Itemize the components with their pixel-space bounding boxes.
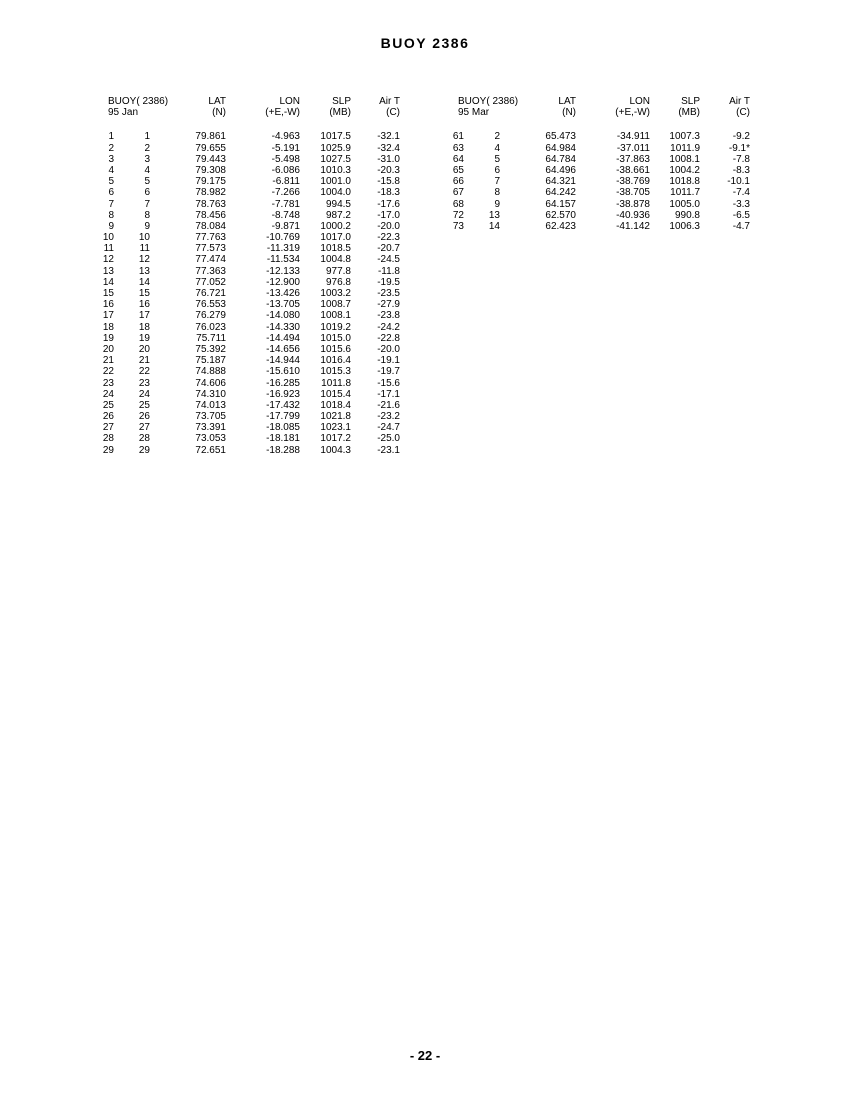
lat-cell: 62.570 [545,209,576,221]
lon-cell: -34.911 [616,131,650,143]
air-temp-cell: -24.5 [377,254,400,266]
air-temp-cell: -32.4 [377,142,400,154]
sequence-cell: 68 [452,198,464,210]
lon-cell: -38.661 [616,164,650,176]
day-cell: 5 [494,153,500,165]
day-cell: 18 [138,321,150,333]
slp-cell: 1018.5 [320,243,351,255]
slp-cell: 990.8 [674,209,700,221]
lat-cell: 75.392 [195,343,226,355]
lat-cell: 76.721 [195,288,226,299]
lat-cell: 74.310 [195,388,226,400]
lat-cell: 74.606 [195,377,226,389]
day-cell: 27 [138,422,150,434]
day-cell: 26 [138,411,150,423]
lon-unit: (+E,-W) [615,107,650,119]
lon-cell: -40.936 [616,209,650,221]
sequence-cell: 5 [108,176,114,188]
air-temp-cell: -24.2 [377,321,400,333]
sequence-cell: 3 [108,153,114,165]
slp-unit: (MB) [678,107,700,119]
lat-cell: 76.023 [195,321,226,333]
slp-cell: 1007.3 [669,131,700,143]
sequence-cell: 66 [452,176,464,188]
sequence-cell: 28 [102,433,114,445]
air-temp-cell: -31.0 [377,153,400,165]
day-cell: 7 [144,198,150,210]
lat-cell: 62.423 [545,220,576,232]
sequence-cell: 20 [102,343,114,355]
lat-cell: 79.655 [195,142,226,154]
lon-cell: -12.133 [266,265,300,277]
lat-cell: 77.052 [195,276,226,288]
lon-cell: -18.085 [266,422,300,434]
lon-cell: -7.266 [271,187,300,199]
slp-cell: 1001.0 [320,176,351,188]
sequence-cell: 16 [102,299,114,311]
slp-cell: 1006.3 [669,220,700,232]
lat-cell: 77.363 [195,265,226,277]
lat-cell: 73.391 [195,422,226,434]
lon-header: LON [629,96,650,107]
slp-cell: 1015.3 [320,366,351,378]
sequence-cell: 7 [108,198,114,210]
lat-cell: 76.279 [195,310,226,322]
day-cell: 14 [138,276,150,288]
slp-cell: 1018.4 [320,399,351,411]
sequence-cell: 6 [108,187,114,199]
day-cell: 25 [138,399,150,411]
lon-cell: -16.923 [266,388,300,400]
air-temp-cell: -17.6 [377,198,400,210]
lat-unit: (N) [212,107,226,119]
slp-header: SLP [681,96,700,107]
day-cell: 16 [138,299,150,311]
air-temp-unit: (C) [386,107,400,119]
air-temp-cell: -23.8 [377,310,400,322]
day-cell: 10 [138,232,150,244]
slp-cell: 1017.0 [320,232,351,244]
lon-cell: -6.811 [272,176,300,188]
air-temp-cell: -9.2 [732,131,750,143]
lat-cell: 72.651 [195,444,226,456]
lon-cell: -38.705 [616,187,650,199]
slp-cell: 1021.8 [320,411,351,423]
sequence-cell: 10 [102,232,114,244]
day-cell: 13 [488,209,500,221]
slp-cell: 1017.2 [320,433,351,445]
lat-cell: 65.473 [545,131,576,143]
air-temp-cell: -19.1 [377,355,400,367]
sequence-cell: 21 [102,355,114,367]
lon-unit: (+E,-W) [265,107,300,119]
lon-cell: -15.610 [266,366,300,378]
lat-cell: 74.013 [195,399,226,411]
slp-cell: 1008.1 [669,153,700,165]
lon-cell: -4.963 [271,131,300,143]
sequence-cell: 4 [108,164,114,176]
lon-cell: -12.900 [266,276,300,288]
air-temp-cell: -4.7 [732,220,750,232]
slp-cell: 1025.9 [320,142,351,154]
slp-cell: 1015.6 [320,343,351,355]
sequence-cell: 61 [452,131,464,143]
lon-cell: -6.086 [271,164,300,176]
air-temp-cell: -20.0 [377,343,400,355]
air-temp-cell: -3.3 [732,198,750,210]
sequence-cell: 12 [102,254,114,266]
lon-cell: -11.319 [266,243,300,255]
air-temp-cell: -23.2 [377,411,400,423]
air-temp-cell: -23.5 [377,288,400,299]
lon-cell: -9.871 [271,220,300,232]
month-header: 95 Jan [108,107,139,119]
sequence-cell: 64 [452,153,464,165]
slp-cell: 1019.2 [320,321,351,333]
day-cell: 22 [138,366,150,378]
lat-unit: (N) [562,107,576,119]
lon-header: LON [279,96,300,107]
lon-cell: -16.285 [266,377,300,389]
air-temp-cell: -9.1* [728,142,750,154]
lat-cell: 77.763 [195,232,226,244]
lat-cell: 64.321 [545,176,576,188]
page-title: BUOY 2386 [380,35,470,51]
air-temp-cell: -25.0 [377,433,400,445]
lon-cell: -18.288 [266,444,300,456]
sequence-cell: 8 [108,209,114,221]
day-cell: 8 [494,187,500,199]
lon-cell: -5.191 [271,142,300,154]
air-temp-unit: (C) [736,107,750,119]
air-temp-cell: -7.4 [732,187,750,199]
air-temp-cell: -7.8 [732,153,750,165]
day-cell: 9 [494,198,500,210]
air-temp-cell: -15.8 [377,176,400,188]
lon-cell: -14.944 [266,355,300,367]
lon-cell: -38.769 [616,176,650,188]
day-cell: 8 [144,209,150,221]
lat-cell: 73.705 [195,411,226,423]
lon-cell: -14.080 [266,310,300,322]
slp-cell: 1004.8 [320,254,351,266]
slp-cell: 1011.7 [670,187,700,199]
air-temp-cell: -17.1 [377,388,400,400]
air-temp-cell: -20.3 [377,164,400,176]
sequence-cell: 22 [102,366,114,378]
page-number: - 22 - [409,1048,441,1063]
lon-cell: -13.426 [266,288,300,299]
lat-cell: 64.157 [545,198,576,210]
day-cell: 11 [139,243,150,255]
sequence-cell: 29 [102,444,114,456]
day-cell: 4 [494,142,500,154]
lon-cell: -18.181 [266,433,300,445]
day-cell: 5 [144,176,150,188]
slp-cell: 1017.5 [320,131,351,143]
sequence-cell: 67 [452,187,464,199]
day-cell: 7 [494,176,500,188]
air-temp-cell: -10.1 [727,176,750,188]
slp-cell: 1003.2 [320,288,351,299]
buoy-id-header: BUOY( 2386) [458,96,519,107]
air-temp-cell: -17.0 [377,209,400,221]
lon-cell: -14.330 [266,321,300,333]
sequence-cell: 1 [108,131,114,143]
slp-header: SLP [332,96,351,107]
slp-cell: 1010.3 [320,164,351,176]
sequence-cell: 15 [102,288,114,299]
lon-cell: -17.799 [266,411,300,423]
lat-cell: 75.187 [195,355,226,367]
lat-cell: 77.474 [195,254,226,266]
slp-cell: 1011.8 [321,377,351,389]
lat-cell: 78.084 [195,220,226,232]
lat-cell: 79.308 [195,164,226,176]
lon-cell: -5.498 [271,153,300,165]
day-cell: 20 [138,343,150,355]
air-temp-cell: -21.6 [377,399,400,411]
slp-cell: 1004.0 [320,187,351,199]
air-temp-cell: -20.0 [377,220,400,232]
lat-cell: 78.982 [195,187,226,199]
slp-cell: 1016.4 [320,355,351,367]
sequence-cell: 2 [108,142,114,154]
day-cell: 14 [488,220,500,232]
day-cell: 9 [144,220,150,232]
lon-cell: -13.705 [266,299,300,311]
sequence-cell: 11 [103,243,114,255]
air-temp-cell: -18.3 [377,187,400,199]
day-cell: 12 [138,254,150,266]
sequence-cell: 18 [102,321,114,333]
slp-cell: 1005.0 [669,198,700,210]
air-temp-cell: -6.5 [732,209,750,221]
sequence-cell: 25 [102,399,114,411]
day-cell: 1 [144,131,150,143]
slp-cell: 976.8 [325,276,351,288]
day-cell: 23 [138,377,150,389]
day-cell: 28 [138,433,150,445]
sequence-cell: 63 [452,142,464,154]
slp-cell: 1027.5 [320,153,351,165]
sequence-cell: 17 [102,310,114,322]
day-cell: 21 [138,355,150,367]
day-cell: 2 [144,142,150,154]
lat-cell: 76.553 [195,299,226,311]
slp-cell: 1015.0 [320,332,351,344]
day-cell: 4 [144,164,150,176]
sequence-cell: 9 [108,220,114,232]
lat-cell: 64.784 [545,153,576,165]
lat-cell: 78.456 [195,209,226,221]
month-header: 95 Mar [458,107,490,119]
air-temp-header: Air T [729,96,750,107]
air-temp-cell: -15.6 [377,377,400,389]
lon-cell: -37.011 [616,142,650,154]
air-temp-cell: -11.8 [377,265,400,277]
slp-unit: (MB) [329,107,351,119]
lat-cell: 64.242 [545,187,576,199]
slp-cell: 1011.9 [670,142,700,154]
slp-cell: 977.8 [325,265,351,277]
air-temp-cell: -22.3 [377,232,400,244]
slp-cell: 994.5 [325,198,351,210]
lat-cell: 64.984 [545,142,576,154]
lat-cell: 74.888 [195,366,226,378]
sequence-cell: 72 [452,209,464,221]
sequence-cell: 26 [102,411,114,423]
lon-cell: -14.656 [266,343,300,355]
sequence-cell: 14 [102,276,114,288]
lon-cell: -17.432 [266,399,300,411]
air-temp-header: Air T [379,96,400,107]
slp-cell: 1004.3 [320,444,351,456]
lat-header: LAT [558,96,576,107]
slp-cell: 1008.7 [320,299,351,311]
lon-cell: -8.748 [271,209,300,221]
sequence-cell: 65 [452,164,464,176]
day-cell: 13 [138,265,150,277]
air-temp-cell: -22.8 [377,332,400,344]
day-cell: 6 [494,164,500,176]
sequence-cell: 13 [102,265,114,277]
sequence-cell: 27 [102,422,114,434]
slp-cell: 1000.2 [320,220,351,232]
air-temp-cell: -24.7 [377,422,400,434]
sequence-cell: 23 [102,377,114,389]
air-temp-cell: -27.9 [377,299,400,311]
lat-cell: 73.053 [195,433,226,445]
air-temp-cell: -32.1 [377,131,400,143]
lat-cell: 75.711 [196,332,226,344]
day-cell: 24 [138,388,150,400]
air-temp-cell: -19.5 [377,276,400,288]
day-cell: 6 [144,187,150,199]
sequence-cell: 19 [102,332,114,344]
slp-cell: 1004.2 [669,164,700,176]
slp-cell: 1015.4 [320,388,351,400]
lon-cell: -37.863 [616,153,650,165]
air-temp-cell: -23.1 [377,444,400,456]
lat-cell: 79.861 [195,131,226,143]
lon-cell: -10.769 [266,232,300,244]
day-cell: 19 [138,332,150,344]
day-cell: 15 [138,288,150,299]
buoy-id-header: BUOY( 2386) [108,96,169,107]
lat-cell: 79.443 [195,153,226,165]
lat-cell: 77.573 [195,243,226,255]
sequence-cell: 24 [102,388,114,400]
air-temp-cell: -19.7 [377,366,400,378]
slp-cell: 1018.8 [669,176,700,188]
lat-cell: 78.763 [195,198,226,210]
slp-cell: 1023.1 [320,422,351,434]
day-cell: 17 [138,310,150,322]
lat-cell: 79.175 [195,176,226,188]
lon-cell: -41.142 [616,220,650,232]
lon-cell: -14.494 [266,332,300,344]
lat-cell: 64.496 [545,164,576,176]
air-temp-cell: -8.3 [732,164,750,176]
sequence-cell: 73 [452,220,464,232]
lon-cell: -11.534 [266,254,300,266]
slp-cell: 1008.1 [320,310,351,322]
lat-header: LAT [208,96,226,107]
lon-cell: -38.878 [616,198,650,210]
slp-cell: 987.2 [325,209,351,221]
day-cell: 3 [144,153,150,165]
day-cell: 2 [494,131,500,143]
lon-cell: -7.781 [271,198,300,210]
day-cell: 29 [138,444,150,456]
air-temp-cell: -20.7 [377,243,400,255]
